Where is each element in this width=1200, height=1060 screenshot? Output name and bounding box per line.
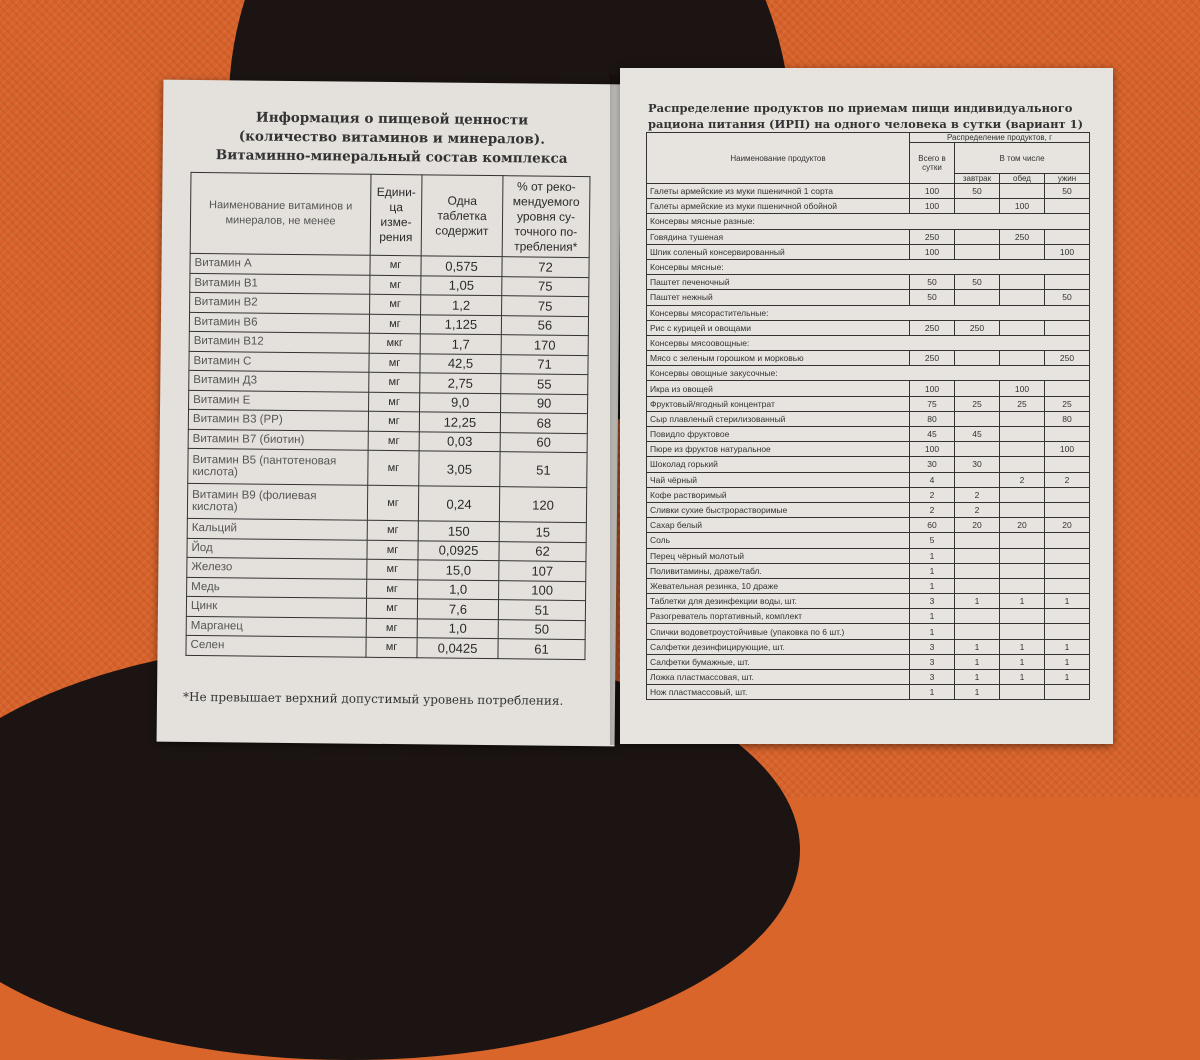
cell-name: Цинк — [186, 596, 366, 617]
cell-d — [1045, 199, 1090, 214]
vitamin-table — [185, 172, 590, 660]
cell-product-name: Консервы мясные: — [647, 259, 1090, 274]
cell-name: Селен — [186, 635, 366, 656]
cell-unit: мг — [368, 411, 419, 431]
cell-b: 45 — [955, 427, 1000, 442]
table-row — [647, 594, 1090, 609]
table-row — [647, 654, 1090, 669]
cell-l — [1000, 533, 1045, 548]
cell-unit: мг — [367, 559, 418, 579]
cell-d: 1 — [1045, 654, 1090, 669]
cell-d — [1045, 624, 1090, 639]
cell-unit: мг — [366, 598, 417, 618]
cell-value: 1,0 — [417, 618, 498, 638]
cell-product-name: Сыр плавленый стерилизованный — [647, 411, 910, 426]
table-row — [647, 639, 1090, 654]
ration-header-row — [647, 133, 1090, 143]
cell-name: Медь — [187, 577, 367, 598]
ration-table — [646, 132, 1090, 700]
cell-b: 20 — [955, 518, 1000, 533]
title-line: Распределение продуктов по приемам пищи индивидуального — [648, 101, 1073, 115]
ration-sheet-title — [648, 100, 1093, 132]
cell-total: 1 — [910, 685, 955, 700]
cell-product-name: Галеты армейские из муки пшеничной 1 сорта — [647, 184, 910, 199]
cell-unit: мг — [370, 255, 421, 275]
cell-d — [1045, 548, 1090, 563]
cell-name: Йод — [187, 538, 367, 559]
cell-d: 50 — [1045, 184, 1090, 199]
cell-d — [1045, 502, 1090, 517]
cell-b — [955, 548, 1000, 563]
cell-product-name: Шпик соленый консервированный — [647, 244, 910, 259]
cell-name: Витамин В7 (биотин) — [188, 429, 368, 450]
cell-l — [1000, 457, 1045, 472]
vitamin-table-header — [190, 172, 590, 257]
cell-value: 1,2 — [421, 295, 502, 315]
cell-name: Марганец — [186, 616, 366, 637]
cell-value: 0,0425 — [417, 638, 498, 658]
cell-value: 1,0 — [418, 579, 499, 599]
cell-percent: 72 — [502, 257, 589, 277]
cell-total: 3 — [910, 654, 955, 669]
cell-product-name: Консервы мясные разные: — [647, 214, 1090, 229]
cell-d — [1045, 563, 1090, 578]
table-row — [188, 448, 587, 487]
title-line: (количество витаминов и минералов). — [238, 128, 546, 148]
cell-b — [955, 244, 1000, 259]
cell-percent: 75 — [502, 296, 589, 316]
cell-percent: 50 — [498, 619, 585, 639]
cell-percent: 170 — [501, 335, 588, 355]
table-row — [647, 229, 1090, 244]
table-row — [647, 244, 1090, 259]
cell-product-name: Соль — [647, 533, 910, 548]
cell-value: 0,0925 — [418, 540, 499, 560]
cell-b: 1 — [955, 654, 1000, 669]
cell-d — [1045, 487, 1090, 502]
cell-product-name: Поливитамины, драже/табл. — [647, 563, 910, 578]
cell-b — [955, 199, 1000, 214]
cell-product-name: Говядина тушеная — [647, 229, 910, 244]
cell-total: 250 — [910, 320, 955, 335]
cell-total: 1 — [910, 563, 955, 578]
cell-name: Витамин В3 (РР) — [188, 409, 368, 430]
cell-name: Витамин В1 — [190, 273, 370, 294]
cell-l: 2 — [1000, 472, 1045, 487]
table-row — [647, 487, 1090, 502]
cell-d — [1045, 229, 1090, 244]
cell-d: 100 — [1045, 244, 1090, 259]
cell-product-name: Икра из овощей — [647, 381, 910, 396]
table-row — [647, 563, 1090, 578]
cell-name: Витамин С — [189, 351, 369, 372]
header-including: В том числе — [955, 143, 1090, 174]
cell-product-name: Пюре из фруктов натуральное — [647, 442, 910, 457]
cell-l — [1000, 487, 1045, 502]
cell-l: 1 — [1000, 670, 1045, 685]
footnote: *Не превышает верхний допустимый уровень потребления. — [182, 689, 564, 708]
cell-b — [955, 442, 1000, 457]
cell-unit: мг — [366, 637, 417, 657]
cell-total: 2 — [910, 487, 955, 502]
title-line: Информация о пищевой ценности — [255, 109, 529, 129]
cell-product-name: Перец чёрный молотый — [647, 548, 910, 563]
cell-value: 15,0 — [418, 560, 499, 580]
table-row — [647, 411, 1090, 426]
cell-percent: 15 — [499, 522, 586, 542]
cell-b — [955, 609, 1000, 624]
cell-d — [1045, 609, 1090, 624]
cell-product-name: Паштет нежный — [647, 290, 910, 305]
cell-b: 1 — [955, 685, 1000, 700]
cell-value: 150 — [418, 521, 499, 541]
cell-name: Витамин А — [190, 253, 370, 274]
header-unit: Едини- ца изме- рения — [370, 174, 422, 256]
header-breakfast: завтрак — [955, 174, 1000, 184]
cell-name: Витамин В5 (пантотеновая кислота) — [188, 448, 368, 485]
cell-product-name: Сахар белый — [647, 518, 910, 533]
cell-unit: мг — [370, 275, 421, 295]
cell-b — [955, 533, 1000, 548]
cell-total: 3 — [910, 594, 955, 609]
header-product-name: Наименование продуктов — [647, 133, 910, 184]
cell-total: 30 — [910, 457, 955, 472]
cell-percent: 60 — [500, 432, 587, 452]
cell-l: 20 — [1000, 518, 1045, 533]
cell-l — [1000, 320, 1045, 335]
cell-l: 1 — [1000, 654, 1045, 669]
cell-unit: мг — [366, 618, 417, 638]
cell-unit: мг — [369, 353, 420, 373]
table-row — [647, 351, 1090, 366]
table-row — [647, 502, 1090, 517]
cell-total: 1 — [910, 578, 955, 593]
cell-unit: мг — [368, 431, 419, 451]
cell-product-name: Паштет печеночный — [647, 275, 910, 290]
cell-percent: 107 — [499, 561, 586, 581]
table-row — [647, 381, 1090, 396]
cell-l: 100 — [1000, 199, 1045, 214]
cell-percent: 56 — [501, 315, 588, 335]
cell-value: 9,0 — [420, 392, 501, 412]
cell-product-name: Жевательная резинка, 10 драже — [647, 578, 910, 593]
cell-product-name: Ложка пластмассовая, шт. — [647, 670, 910, 685]
cell-b: 50 — [955, 184, 1000, 199]
cell-d — [1045, 578, 1090, 593]
cell-d: 1 — [1045, 670, 1090, 685]
cell-percent: 100 — [499, 580, 586, 600]
table-row — [647, 320, 1090, 335]
cell-l — [1000, 578, 1045, 593]
cell-product-name: Спички водоветроустойчивые (упаковка по 6 шт.) — [647, 624, 910, 639]
cell-total: 60 — [910, 518, 955, 533]
cell-unit: мг — [367, 485, 418, 521]
table-row — [187, 483, 586, 522]
cell-d: 1 — [1045, 639, 1090, 654]
vitamin-info-sheet — [157, 80, 622, 747]
table-row — [647, 396, 1090, 411]
vitamin-sheet-title — [183, 108, 602, 169]
cell-unit: мг — [367, 520, 418, 540]
cell-l — [1000, 244, 1045, 259]
cell-b: 1 — [955, 639, 1000, 654]
cell-value: 42,5 — [420, 353, 501, 373]
table-row — [647, 184, 1090, 199]
cell-value: 1,125 — [420, 314, 501, 334]
cell-b: 2 — [955, 487, 1000, 502]
header-value: Одна таблетка содержит — [421, 175, 503, 257]
cell-l — [1000, 502, 1045, 517]
cell-total: 3 — [910, 670, 955, 685]
cell-unit: мг — [367, 579, 418, 599]
header-dinner: ужин — [1045, 174, 1090, 184]
cell-total: 1 — [910, 624, 955, 639]
cell-b: 2 — [955, 502, 1000, 517]
cell-d — [1045, 427, 1090, 442]
table-row — [647, 548, 1090, 563]
table-row — [647, 609, 1090, 624]
cell-unit: мг — [368, 450, 419, 486]
table-row — [647, 457, 1090, 472]
section-row — [647, 214, 1090, 229]
table-row — [647, 533, 1090, 548]
cell-value: 0,24 — [418, 486, 499, 522]
cell-l — [1000, 685, 1045, 700]
cell-b — [955, 578, 1000, 593]
table-row — [647, 624, 1090, 639]
cell-unit: мкг — [369, 333, 420, 353]
cell-name: Витамин В6 — [189, 312, 369, 333]
title-line: Витаминно-минеральный состав комплекса — [215, 147, 568, 167]
cell-total: 100 — [910, 442, 955, 457]
cell-d: 20 — [1045, 518, 1090, 533]
cell-total: 100 — [910, 184, 955, 199]
cell-product-name: Консервы овощные закусочные: — [647, 366, 1090, 381]
cell-b — [955, 563, 1000, 578]
cell-value: 12,25 — [419, 412, 500, 432]
cell-name: Витамин Е — [189, 390, 369, 411]
cell-percent: 62 — [499, 541, 586, 561]
cell-l — [1000, 548, 1045, 563]
cell-total: 250 — [910, 351, 955, 366]
cell-b — [955, 290, 1000, 305]
cell-l: 100 — [1000, 381, 1045, 396]
cell-l: 1 — [1000, 594, 1045, 609]
cell-total: 100 — [910, 199, 955, 214]
table-row — [647, 670, 1090, 685]
table-row — [647, 442, 1090, 457]
table-row — [647, 685, 1090, 700]
cell-d: 2 — [1045, 472, 1090, 487]
cell-total: 100 — [910, 244, 955, 259]
cell-b — [955, 624, 1000, 639]
cell-d — [1045, 685, 1090, 700]
cell-product-name: Разогреватель портативный, комплект — [647, 609, 910, 624]
cell-percent: 61 — [498, 639, 585, 659]
cell-value: 0,575 — [421, 256, 502, 276]
cell-total: 5 — [910, 533, 955, 548]
cell-value: 3,05 — [419, 451, 500, 487]
cell-percent: 71 — [501, 354, 588, 374]
cell-product-name: Повидло фруктовое — [647, 427, 910, 442]
cell-product-name: Кофе растворимый — [647, 487, 910, 502]
cell-unit: мг — [369, 392, 420, 412]
cell-d: 80 — [1045, 411, 1090, 426]
section-row — [647, 366, 1090, 381]
table-row — [647, 199, 1090, 214]
cell-l — [1000, 442, 1045, 457]
cell-product-name: Сливки сухие быстрорастворимые — [647, 502, 910, 517]
cell-total: 100 — [910, 381, 955, 396]
cell-product-name: Таблетки для дезинфекции воды, шт. — [647, 594, 910, 609]
cell-value: 1,7 — [420, 334, 501, 354]
cell-name: Витамин В12 — [189, 331, 369, 352]
cell-product-name: Галеты армейские из муки пшеничной обойной — [647, 199, 910, 214]
cell-unit: мг — [367, 540, 418, 560]
cell-total: 1 — [910, 609, 955, 624]
cell-l — [1000, 624, 1045, 639]
section-row — [647, 305, 1090, 320]
cell-unit: мг — [369, 372, 420, 392]
table-row — [647, 578, 1090, 593]
cell-d: 25 — [1045, 396, 1090, 411]
cell-total: 45 — [910, 427, 955, 442]
cell-percent: 51 — [500, 452, 587, 488]
cell-b — [955, 411, 1000, 426]
cell-b — [955, 472, 1000, 487]
cell-value: 2,75 — [420, 373, 501, 393]
cell-l — [1000, 563, 1045, 578]
cell-d — [1045, 457, 1090, 472]
cell-value: 0,03 — [419, 431, 500, 451]
cell-d: 100 — [1045, 442, 1090, 457]
cell-product-name: Нож пластмассовый, шт. — [647, 685, 910, 700]
section-row — [647, 259, 1090, 274]
cell-unit: мг — [370, 294, 421, 314]
ration-distribution-sheet — [620, 68, 1113, 744]
cell-total: 1 — [910, 548, 955, 563]
header-distribution: Распределение продуктов, г — [910, 133, 1090, 143]
cell-b — [955, 351, 1000, 366]
cell-l — [1000, 290, 1045, 305]
cell-name: Витамин Д3 — [189, 370, 369, 391]
table-row — [186, 635, 585, 659]
cell-total: 50 — [910, 290, 955, 305]
cell-product-name: Салфетки дезинфицирующие, шт. — [647, 639, 910, 654]
cell-name: Витамин В9 (фолиевая кислота) — [187, 483, 367, 520]
cell-total: 3 — [910, 639, 955, 654]
cell-unit: мг — [369, 314, 420, 334]
cell-b — [955, 229, 1000, 244]
cell-percent: 120 — [499, 487, 586, 523]
header-percent: % от реко- мендуемого уровня су- точного по- требления* — [502, 176, 590, 258]
cell-l — [1000, 275, 1045, 290]
cell-product-name: Салфетки бумажные, шт. — [647, 654, 910, 669]
cell-d — [1045, 381, 1090, 396]
cell-total: 4 — [910, 472, 955, 487]
header-total: Всего в сутки — [910, 143, 955, 184]
cell-percent: 90 — [501, 393, 588, 413]
cell-l: 250 — [1000, 229, 1045, 244]
table-row — [647, 275, 1090, 290]
cell-b: 30 — [955, 457, 1000, 472]
table-row — [647, 472, 1090, 487]
section-row — [647, 335, 1090, 350]
cell-d: 250 — [1045, 351, 1090, 366]
cell-b — [955, 381, 1000, 396]
cell-product-name: Шоколад горький — [647, 457, 910, 472]
cell-product-name: Рис с курицей и овощами — [647, 320, 910, 335]
title-line: рациона питания (ИРП) на одного человека в сутки (вариант 1) — [648, 117, 1084, 131]
cell-b: 50 — [955, 275, 1000, 290]
cell-percent: 55 — [501, 374, 588, 394]
cell-total: 75 — [910, 396, 955, 411]
cell-name: Витамин В2 — [190, 292, 370, 313]
cell-product-name: Мясо с зеленым горошком и морковью — [647, 351, 910, 366]
cell-d — [1045, 275, 1090, 290]
cell-name: Кальций — [187, 518, 367, 539]
cell-value: 7,6 — [417, 599, 498, 619]
cell-b: 1 — [955, 594, 1000, 609]
cell-l: 1 — [1000, 639, 1045, 654]
table-row — [647, 290, 1090, 305]
cell-name: Железо — [187, 557, 367, 578]
cell-percent: 51 — [498, 600, 585, 620]
cell-b: 1 — [955, 670, 1000, 685]
cell-d — [1045, 533, 1090, 548]
cell-total: 50 — [910, 275, 955, 290]
cell-product-name: Чай чёрный — [647, 472, 910, 487]
header-name: Наименование витаминов и минералов, не менее — [190, 172, 371, 255]
cell-b: 25 — [955, 396, 1000, 411]
cell-d — [1045, 320, 1090, 335]
cell-total: 80 — [910, 411, 955, 426]
table-row — [647, 518, 1090, 533]
cell-d: 1 — [1045, 594, 1090, 609]
header-lunch: обед — [1000, 174, 1045, 184]
cell-total: 2 — [910, 502, 955, 517]
cell-l — [1000, 411, 1045, 426]
cell-percent: 68 — [500, 413, 587, 433]
cell-product-name: Консервы мясоовощные: — [647, 335, 1090, 350]
cell-l — [1000, 427, 1045, 442]
cell-product-name: Фруктовый/ягодный концентрат — [647, 396, 910, 411]
cell-total: 250 — [910, 229, 955, 244]
cell-percent: 75 — [502, 276, 589, 296]
cell-product-name: Консервы мясорастительные: — [647, 305, 1090, 320]
cell-value: 1,05 — [421, 275, 502, 295]
cell-l: 25 — [1000, 396, 1045, 411]
cell-l — [1000, 609, 1045, 624]
table-row — [647, 427, 1090, 442]
cell-b: 250 — [955, 320, 1000, 335]
cell-d: 50 — [1045, 290, 1090, 305]
cell-l — [1000, 184, 1045, 199]
cell-l — [1000, 351, 1045, 366]
